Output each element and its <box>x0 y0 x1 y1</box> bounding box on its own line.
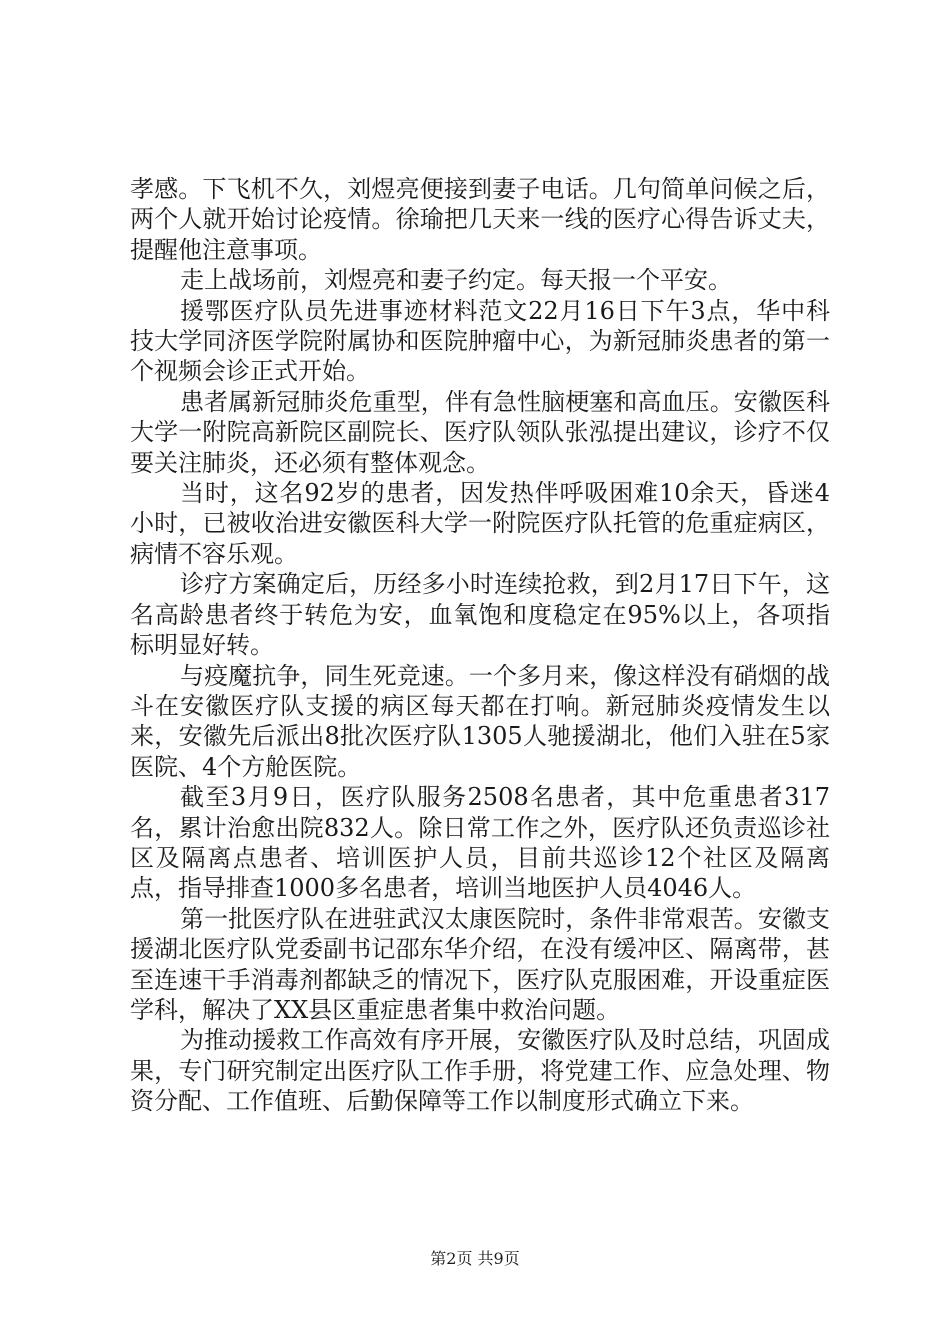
document-body <box>130 174 830 1117</box>
paragraph-9: 第一批医疗队在进驻武汉太康医院时，条件非常艰苦。安徽支援湖北医疗队党委副书记邵东华介绍，在没有缓冲区、隔离带，甚至连速干手消毒剂都缺乏的情况下，医疗队克服困难，开设重症医学科，解决了XX县区重症患者集中救治问题。 <box>130 904 830 1024</box>
paragraph-8: 截至3月9日，医疗队服务2508名患者，其中危重患者317名，累计治愈出院832人。除日常工作之外，医疗队还负责巡诊社区及隔离点患者、培训医护人员，目前共巡诊12个社区及隔离点，指导排查1000多名患者，培训当地医护人员4046人。 <box>130 783 830 903</box>
paragraph-6: 诊疗方案确定后，历经多小时连续抢救，到2月17日下午，这名高龄患者终于转危为安，血氧饱和度稳定在95%以上，各项指标明显好转。 <box>130 570 830 660</box>
paragraph-2: 走上战场前，刘煜亮和妻子约定。每天报一个平安。 <box>180 266 732 295</box>
paragraph-10: 为推动援救工作高效有序开展，安徽医疗队及时总结，巩固成果，专门研究制定出医疗队工作手册，将党建工作、应急处理、物资分配、工作值班、后勤保障等工作以制度形式确立下来。 <box>130 1026 830 1116</box>
paragraph-1: 孝感。下飞机不久，刘煜亮便接到妻子电话。几句简单问候之后，两个人就开始讨论疫情。徐瑜把几天来一线的医疗心得告诉丈夫，提醒他注意事项。 <box>130 175 830 264</box>
paragraph-3: 援鄂医疗队员先进事迹材料范文22月16日下午3点，华中科技大学同济医学院附属协和医院肿瘤中心，为新冠肺炎患者的第一个视频会诊正式开始。 <box>130 296 830 386</box>
paragraph-4: 患者属新冠肺炎危重型，伴有急性脑梗塞和高血压。安徽医科大学一附院高新院区副院长、医疗队领队张泓提出建议，诊疗不仅要关注肺炎，还必须有整体观念。 <box>130 387 830 477</box>
page-number-footer: 第2页 共9页 <box>430 1249 520 1268</box>
paragraph-5: 当时，这名92岁的患者，因发热伴呼吸困难10余天，昏迷4小时，已被收治进安徽医科大学一附院医疗队托管的危重症病区，病情不容乐观。 <box>130 479 830 568</box>
paragraph-7: 与疫魔抗争，同生死竞速。一个多月来，像这样没有硝烟的战斗在安徽医疗队支援的病区每天都在打响。新冠肺炎疫情发生以来，安徽先后派出8批次医疗队1305人驰援湖北，他们入驻在5家医院、4个方舱医院。 <box>130 661 830 781</box>
